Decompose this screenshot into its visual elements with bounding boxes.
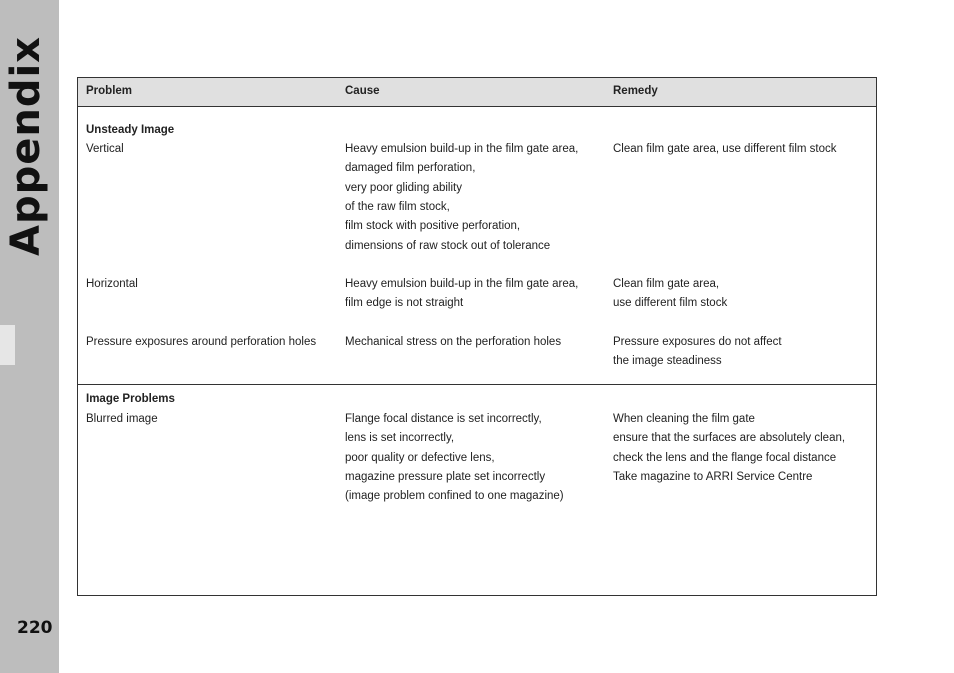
remedy-line: Clean film gate area, use different film stock [613,143,837,155]
header-cause: Cause [345,85,380,97]
section-title-unsteady-image: Unsteady Image [86,124,175,136]
remedy-line: Take magazine to ARRI Service Centre [613,470,813,483]
cause-line: Mechanical stress on the perforation holes [345,336,562,348]
page-number: 220 [17,618,53,638]
header-remedy: Remedy [613,85,658,97]
remedy-line: When cleaning the film gate [613,413,755,425]
remedy-line: use different film stock [613,297,728,310]
header-problem: Problem [86,85,133,97]
cause-line: Flange focal distance is set incorrectly, [345,413,542,425]
section-divider [78,384,876,385]
cause-line: dimensions of raw stock out of tolerance [345,239,551,252]
cause-line: (image problem confined to one magazine) [345,490,564,503]
problem-vertical: Vertical [86,143,124,155]
cause-line: Heavy emulsion build-up in the film gate area, [345,278,579,290]
table-header-row [78,78,876,107]
cause-line: of the raw film stock, [345,200,450,213]
remedy-line: check the lens and the flange focal distance [613,451,837,464]
cause-line: Heavy emulsion build-up in the film gate area, [345,143,579,155]
cause-line: damaged film perforation, [345,162,476,175]
troubleshooting-table [77,77,877,596]
cause-line: poor quality or defective lens, [345,451,495,464]
problem-pressure-exposures: Pressure exposures around perforation holes [86,336,317,348]
cause-line: film stock with positive perforation, [345,220,521,233]
cause-line: very poor gliding ability [345,181,462,194]
side-tab-marker [0,325,15,365]
problem-horizontal: Horizontal [86,278,138,290]
remedy-line: Clean film gate area, [613,278,720,290]
remedy-line: the image steadiness [613,355,722,368]
cause-line: film edge is not straight [345,297,464,310]
section-title-image-problems: Image Problems [86,393,175,405]
section-title-vertical: Appendix [3,36,49,256]
side-bar [0,0,59,673]
problem-blurred-image: Blurred image [86,413,158,425]
cause-line: lens is set incorrectly, [345,432,455,445]
cause-line: magazine pressure plate set incorrectly [345,470,546,483]
remedy-line: Pressure exposures do not affect [613,336,782,348]
remedy-line: ensure that the surfaces are absolutely clean, [613,432,846,445]
